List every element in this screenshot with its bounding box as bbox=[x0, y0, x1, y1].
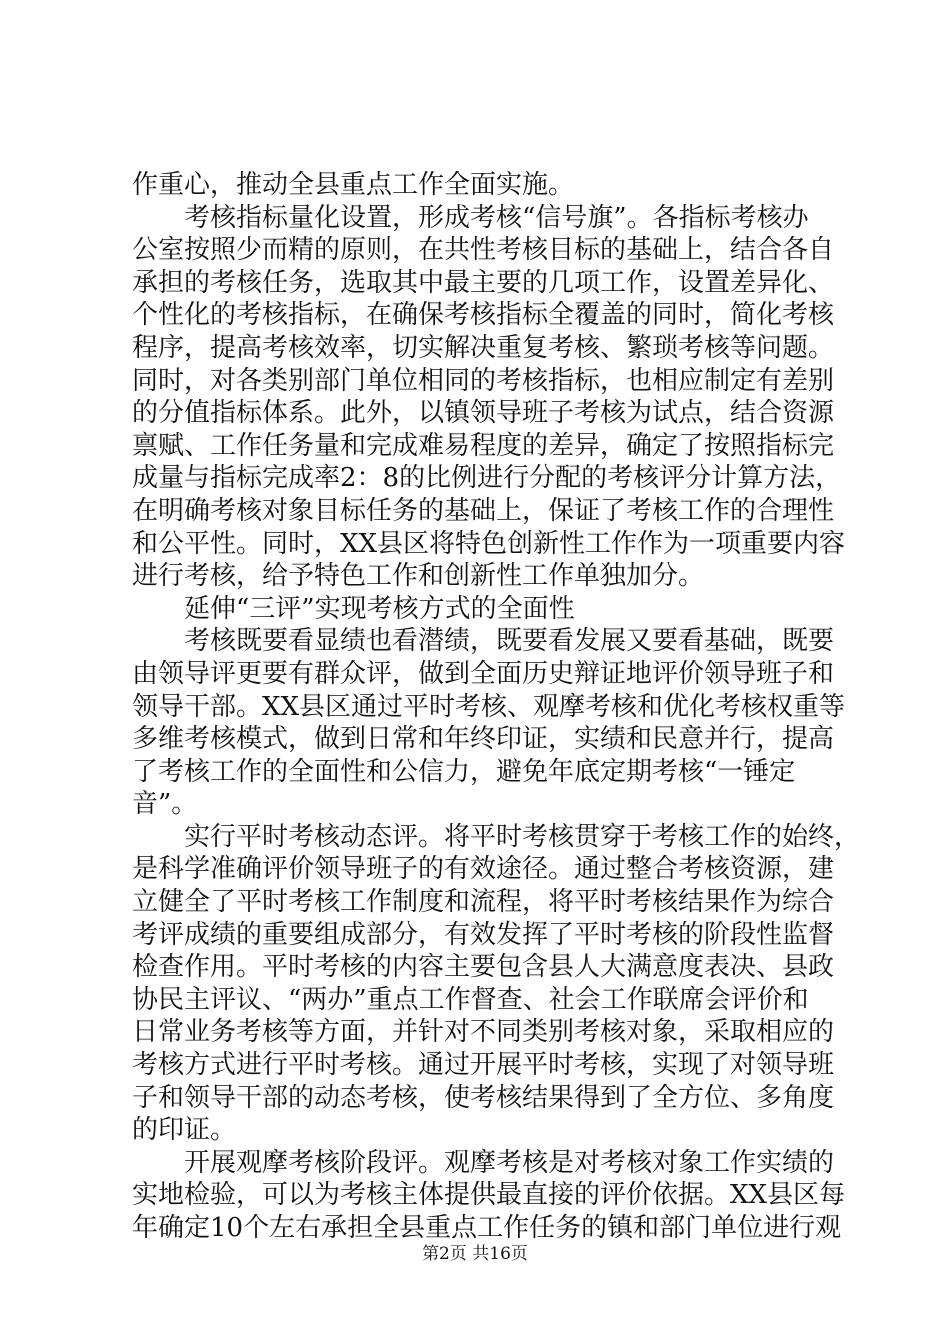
text-line: 协民主评议、“两办”重点工作督查、社会工作联席会评价和 bbox=[132, 984, 809, 1015]
text-line: 由领导评更要有群众评，做到全面历史辩证地评价领导班子和 bbox=[132, 658, 835, 689]
text-line: 的印证。 bbox=[132, 1115, 237, 1146]
text-line: 和公平性。同时，XX县区将特色创新性工作作为一项重要内容 bbox=[132, 528, 846, 559]
text-line: 的分值指标体系。此外，以镇领导班子考核为试点，结合资源 bbox=[132, 398, 835, 429]
text-line: 进行考核，给予特色工作和创新性工作单独加分。 bbox=[132, 561, 705, 592]
text-line: 实地检验，可以为考核主体提供最直接的评价依据。XX县区每 bbox=[132, 1180, 846, 1211]
text-line: 程序，提高考核效率，切实解决重复考核、繁琐考核等问题。 bbox=[132, 332, 835, 363]
text-line: 检查作用。平时考核的内容主要包含县人大满意度表决、县政 bbox=[132, 952, 835, 983]
text-line: 实行平时考核动态评。将平时考核贯穿于考核工作的始终， bbox=[132, 821, 861, 852]
text-line: 同时，对各类别部门单位相同的考核指标，也相应制定有差别 bbox=[132, 365, 835, 396]
text-line: 多维考核模式，做到日常和年终印证，实绩和民意并行，提高 bbox=[132, 724, 835, 755]
text-line: 成量与指标完成率2：8的比例进行分配的考核评分计算方法， bbox=[132, 463, 842, 494]
text-line: 考评成绩的重要组成部分，有效发挥了平时考核的阶段性监督 bbox=[132, 919, 835, 950]
text-line: 考核指标量化设置，形成考核“信号旗”。各指标考核办 bbox=[132, 202, 809, 233]
text-line: 是科学准确评价领导班子的有效途径。通过整合考核资源，建 bbox=[132, 854, 835, 885]
section-heading: 延伸“三评”实现考核方式的全面性 bbox=[132, 593, 575, 624]
page-footer: 第2页 共16页 bbox=[422, 1244, 528, 1264]
text-line: 音”。 bbox=[132, 789, 198, 820]
text-line: 子和领导干部的动态考核，使考核结果得到了全方位、多角度 bbox=[132, 1082, 835, 1113]
text-line: 立健全了平时考核工作制度和流程，将平时考核结果作为综合 bbox=[132, 887, 835, 918]
text-line: 个性化的考核指标，在确保考核指标全覆盖的同时，简化考核 bbox=[132, 300, 835, 331]
text-line: 了考核工作的全面性和公信力，避免年底定期考核“一锤定 bbox=[132, 756, 796, 787]
text-line: 考核方式进行平时考核。通过开展平时考核，实现了对领导班 bbox=[132, 1050, 835, 1081]
text-line: 禀赋、工作任务量和完成难易程度的差异，确定了按照指标完 bbox=[132, 430, 835, 461]
text-line: 日常业务考核等方面，并针对不同类别考核对象，采取相应的 bbox=[132, 1017, 835, 1048]
text-line: 公室按照少而精的原则，在共性考核目标的基础上，结合各自 bbox=[132, 235, 835, 266]
text-line: 考核既要看显绩也看潜绩，既要看发展又要看基础，既要 bbox=[132, 626, 835, 657]
text-line: 开展观摩考核阶段评。观摩考核是对考核对象工作实绩的 bbox=[132, 1147, 835, 1178]
text-line: 作重心，推动全县重点工作全面实施。 bbox=[132, 170, 575, 200]
text-line: 年确定10个左右承担全县重点工作任务的镇和部门单位进行观 bbox=[132, 1213, 842, 1243]
text-line: 在明确考核对象目标任务的基础上，保证了考核工作的合理性 bbox=[132, 495, 835, 526]
document-body bbox=[132, 169, 861, 1245]
text-line: 领导干部。XX县区通过平时考核、观摩考核和优化考核权重等 bbox=[132, 691, 846, 722]
text-line: 承担的考核任务，选取其中最主要的几项工作，设置差异化、 bbox=[132, 267, 835, 298]
